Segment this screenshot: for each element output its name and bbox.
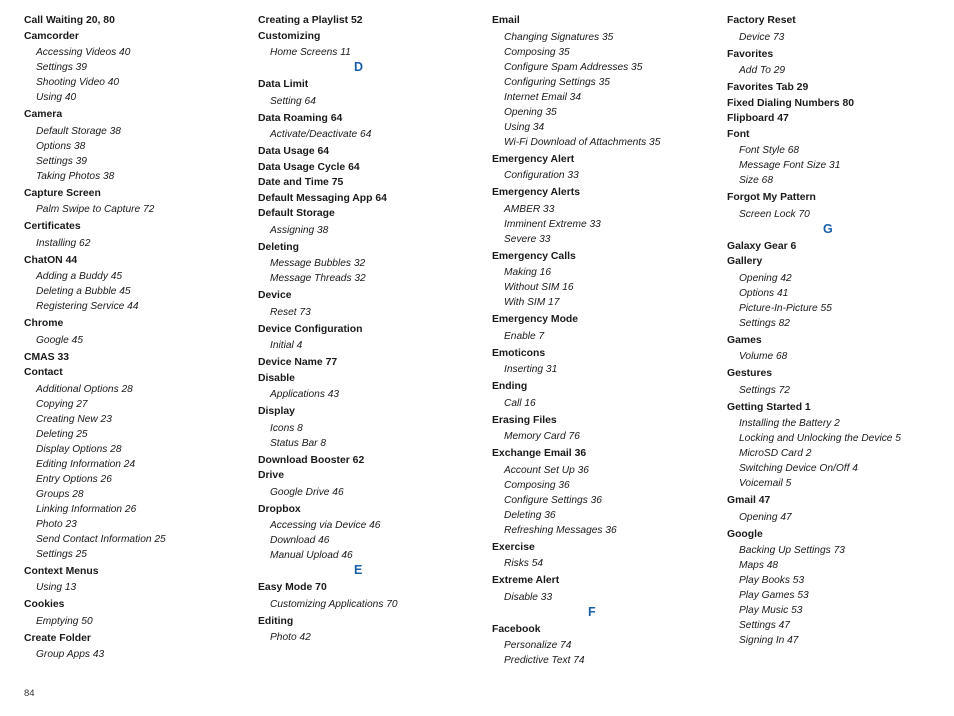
index-subentry: Installing 62 [36,237,91,249]
index-entry: Games [727,334,762,346]
index-subentry: Configuration 33 [504,170,579,181]
index-subentry: Refreshing Messages 36 [504,524,617,536]
index-subentry: Copying 27 [36,398,88,410]
index-entry: Factory Reset [727,15,796,26]
index-subentry: Settings 25 [36,548,87,560]
index-subentry: Display Options 28 [36,443,122,455]
index-subentry: Personalize 74 [504,640,572,651]
index-entry: Google [727,528,763,540]
index-subentry: Configuring Settings 35 [504,76,610,88]
index-subentry: Font Style 68 [739,145,800,156]
index-entry: Chrome [24,318,64,329]
index-letter-heading: D [354,60,364,74]
index-subentry: Message Bubbles 32 [270,258,366,269]
page-number: 84 [24,688,35,699]
index-subentry: Account Set Up 36 [504,464,589,476]
index-subentry: Imminent Extreme 33 [504,218,601,230]
index-subentry: Risks 54 [504,558,544,569]
index-subentry: Composing 35 [504,46,570,58]
index-entry: Data Roaming 64 [258,112,343,124]
index-subentry: Configure Spam Addresses 35 [504,61,643,73]
index-entry: Data Limit [258,79,309,90]
index-entry: Device [258,290,292,301]
index-entry: Emergency Calls [492,250,576,262]
index-subentry: Composing 36 [504,479,570,491]
index-subentry: Adding a Buddy 45 [36,271,123,282]
index-subentry: Memory Card 76 [504,431,580,442]
index-entry: Device Name 77 [258,357,338,368]
index-entry: Contact [24,367,63,378]
index-subentry: Inserting 31 [504,364,558,375]
index-entry: Creating a Playlist 52 [258,15,363,26]
index-entry: Date and Time 75 [258,177,344,188]
index-entry: Default Storage [258,208,335,219]
index-subentry: Group Apps 43 [36,649,105,660]
index-subentry: Applications 43 [270,389,340,400]
index-subentry: Assigning 38 [270,224,329,236]
index-entry: Font [727,128,750,140]
index-subentry: Icons 8 [270,422,303,434]
index-entry: Customizing [258,30,321,42]
index-entry: Disable [258,372,295,384]
index-entry: Emoticons [492,347,546,359]
index-subentry: Play Books 53 [739,575,805,586]
index-entry: Gmail 47 [727,495,771,506]
index-subentry: Installing the Battery 2 [739,418,840,429]
index-subentry: Using 40 [36,92,77,103]
index-subentry: Entry Options 26 [36,473,112,485]
index-entry: Easy Mode 70 [258,582,327,593]
index-subentry: Changing Signatures 35 [504,31,614,43]
index-subentry: Registering Service 44 [36,301,139,312]
index-entry: Download Booster 62 [258,454,365,466]
index-subentry: Customizing Applications 70 [270,598,398,610]
index-entry: Capture Screen [24,187,101,199]
index-subentry: Internet Email 34 [504,91,582,103]
index-subentry: Options 41 [739,287,789,299]
index-subentry: Deleting 36 [504,509,556,521]
index-subentry: Picture-In-Picture 55 [739,302,832,314]
index-entry: Create Folder [24,632,91,644]
index-entry: Deleting [258,241,299,253]
index-subentry: Groups 28 [36,488,84,500]
index-subentry: Settings 39 [36,62,87,73]
index-entry: Forgot My Pattern [727,192,816,203]
index-entry: Editing [258,615,294,627]
index-subentry: Opening 42 [739,272,792,284]
index-entry: Favorites Tab 29 [727,82,809,93]
index-subentry: Severe 33 [504,233,551,245]
index-entry: Emergency Mode [492,314,579,325]
index-entry: Camcorder [24,30,79,42]
index-subentry: Device 73 [739,31,785,43]
index-entry: Cookies [24,599,65,610]
index-letter-heading: F [588,604,596,619]
index-entry: Extreme Alert [492,575,560,586]
index-entry: Getting Started 1 [727,401,811,413]
index-subentry: Settings 82 [739,317,790,329]
index-subentry: Play Music 53 [739,605,803,616]
index-entry: Favorites [727,48,774,60]
index-entry: Display [258,406,295,417]
index-entry: Facebook [492,623,541,635]
index-subentry: Wi-Fi Download of Attachments 35 [504,136,661,148]
index-subentry: Disable 33 [504,591,553,603]
index-subentry: Enable 7 [504,330,545,342]
index-entry: Ending [492,381,528,392]
index-subentry: Google 45 [36,334,84,346]
index-subentry: Additional Options 28 [36,383,133,395]
index-entry: Email [492,15,520,26]
index-subentry: Predictive Text 74 [504,655,585,666]
index-subentry: Send Contact Information 25 [36,533,166,545]
index-entry: Fixed Dialing Numbers 80 [727,97,855,109]
index-entry: ChatON 44 [24,254,78,266]
index-subentry: Maps 48 [739,560,779,571]
index-subentry: Accessing Videos 40 [36,47,131,58]
index-subentry: Options 38 [36,140,86,152]
index-entry: Erasing Files [492,414,557,426]
index-subentry: Message Threads 32 [270,273,366,284]
index-subentry: Deleting a Bubble 45 [36,286,131,297]
index-subentry: Status Bar 8 [270,437,327,449]
index-subentry: Palm Swipe to Capture 72 [36,204,155,215]
index-subentry: Screen Lock 70 [739,208,810,220]
index-entry: Default Messaging App 64 [258,192,387,204]
index-entry: Flipboard 47 [727,113,789,124]
index-subentry: Play Games 53 [739,590,809,601]
index-entry: Exchange Email 36 [492,448,587,459]
index-subentry: Photo 42 [270,632,311,643]
index-entry: Context Menus [24,565,99,577]
index-entry: Camera [24,109,63,120]
index-subentry: Reset 73 [270,306,311,318]
index-entry: Emergency Alert [492,153,575,165]
index-subentry: Using 13 [36,582,77,593]
index-subentry: Taking Photos 38 [36,170,115,182]
index-entry: Gallery [727,256,763,267]
index-subentry: Add To 29 [739,65,786,76]
index-subentry: Locking and Unlocking the Device 5 [739,433,901,444]
index-subentry: Volume 68 [739,351,788,362]
index-subentry: Call 16 [504,397,536,409]
index-subentry: Voicemail 5 [739,478,792,489]
index-entry: Call Waiting 20, 80 [24,15,115,26]
index-entry: Gestures [727,368,773,379]
index-subentry: AMBER 33 [504,203,555,215]
index-subentry: Settings 39 [36,155,87,167]
index-subentry: Settings 72 [739,384,790,396]
index-entry: Emergency Alerts [492,187,580,198]
index-subentry: Default Storage 38 [36,125,121,137]
index-subentry: MicroSD Card 2 [739,448,812,459]
index-subentry: Photo 23 [36,518,77,530]
index-subentry: Configure Settings 36 [504,494,602,506]
index-subentry: Emptying 50 [36,615,93,627]
index-entry: Data Usage Cycle 64 [258,161,360,173]
index-subentry: Download 46 [270,535,330,546]
index-subentry: With SIM 17 [504,297,560,308]
index-subentry: Backing Up Settings 73 [739,545,845,556]
index-entry: Galaxy Gear 6 [727,240,797,252]
index-subentry: Manual Upload 46 [270,550,353,561]
index-subentry: Using 34 [504,121,545,133]
index-entry: CMAS 33 [24,351,70,363]
index-subentry: Activate/Deactivate 64 [270,129,372,140]
index-entry: Exercise [492,541,535,553]
index-subentry: Without SIM 16 [504,282,574,293]
index-subentry: Size 68 [739,175,773,186]
index-subentry: Linking Information 26 [36,503,137,515]
index-subentry: Editing Information 24 [36,458,136,470]
index-entry: Certificates [24,221,81,232]
index-entry: Device Configuration [258,323,363,335]
index-entry: Dropbox [258,503,301,515]
index-subentry: Setting 64 [270,95,316,107]
index-letter-heading: E [354,563,363,577]
index-subentry: Switching Device On/Off 4 [739,463,858,474]
index-entry: Data Usage 64 [258,146,330,157]
index-subentry: Opening 47 [739,511,792,523]
index-subentry: Accessing via Device 46 [270,520,381,531]
index-subentry: Home Screens 11 [270,47,351,58]
index-subentry: Message Font Size 31 [739,160,841,171]
index-subentry: Creating New 23 [36,413,112,425]
index-subentry: Signing In 47 [739,635,799,646]
index-subentry: Settings 47 [739,620,790,631]
index-subentry: Opening 35 [504,106,557,118]
index-subentry: Initial 4 [270,340,303,351]
index-subentry: Google Drive 46 [270,486,344,498]
index-letter-heading: G [823,221,833,236]
index-entry: Drive [258,470,284,481]
index-subentry: Making 16 [504,267,552,278]
index-subentry: Shooting Video 40 [36,77,120,88]
index-subentry: Deleting 25 [36,428,88,440]
